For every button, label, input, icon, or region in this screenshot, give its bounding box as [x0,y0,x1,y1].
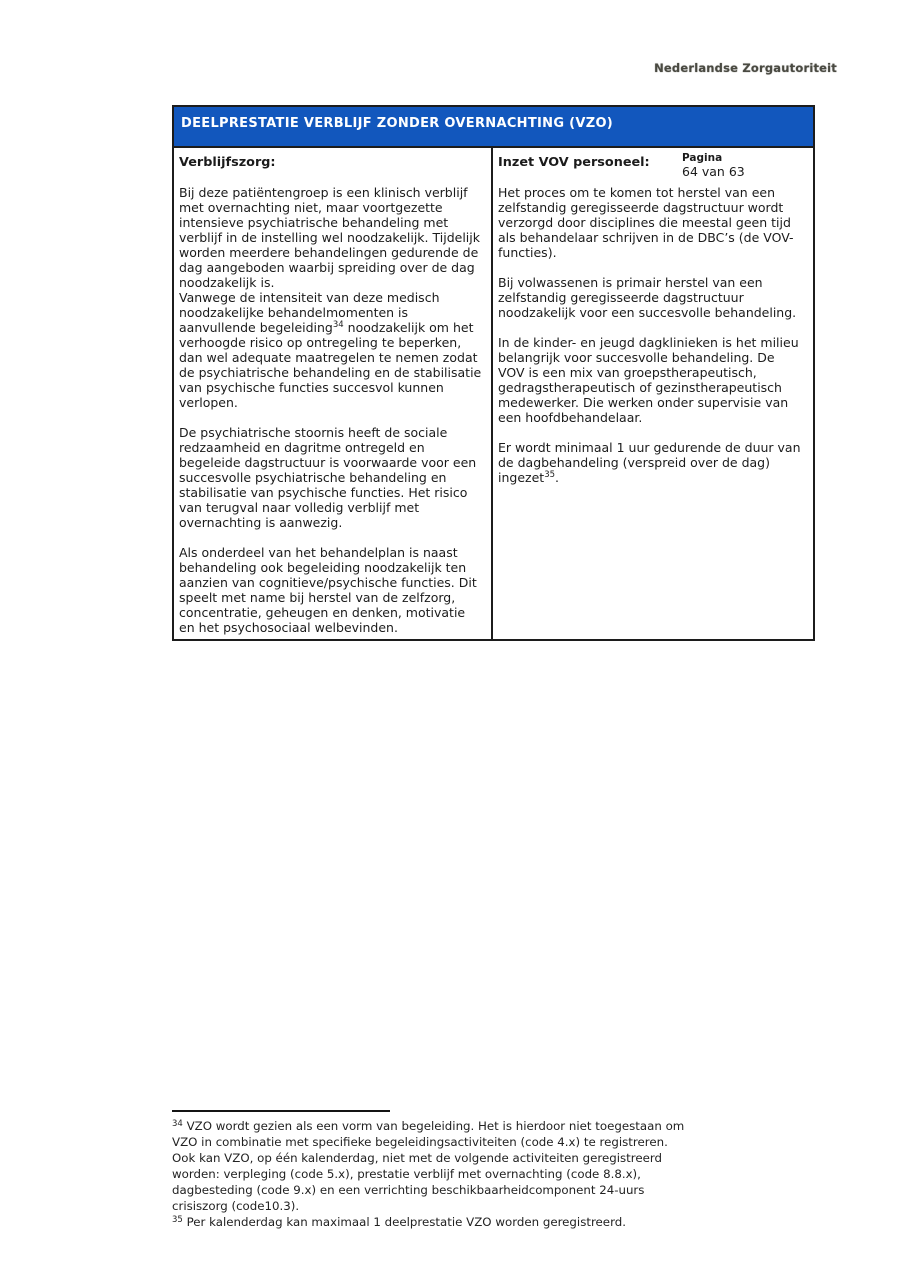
table-body [172,148,815,641]
inzet-vov-paragraph-1: Het proces om te komen tot herstel van een zelfstandig geregisseerde dagstructuur wordt verzorgd door disciplines die meestal geen tijd als behandelaar schrijven in de DBC’s (de VOV-functies). [498,185,794,260]
verblijfszorg-paragraph-2 [179,290,483,410]
vzo-table [172,105,815,641]
footnote-35 [172,1214,694,1230]
inzet-vov-heading: Inzet VOV personeel: [498,155,650,170]
nza-logo-wordmark: Nederlandse Zorgautoriteit [654,61,837,75]
paragraph-text: Vanwege de intensiteit van deze medisch noodzakelijke behandelmomenten is aanvullende begeleiding [179,290,440,335]
footnote-34-marker: 34 [172,1119,183,1129]
inzet-vov-paragraph-4 [498,440,805,485]
verblijfszorg-heading: Verblijfszorg: [179,155,276,170]
footnote-separator-rule [172,1110,390,1112]
verblijfszorg-paragraph-3: De psychiatrische stoornis heeft de sociale redzaamheid en dagritme ontregeld en begeleide dagstructuur is voorwaarde voor een succesvolle psychiatrische behandeling en stabilisatie van psychische functies. Het risico van terugval naar volledig verblijf met overnachting is aanwezig. [179,425,477,530]
page-number-label: Pagina [682,152,723,164]
footnote-ref-34: 34 [332,320,344,330]
footnote-35-marker: 35 [172,1215,183,1225]
page-number-stamp [682,151,745,179]
footnote-35-text: Per kalenderdag kan maximaal 1 deelprestatie VZO worden geregistreerd. [182,1215,626,1229]
paragraph-text: noodzakelijk om het verhoogde risico op ontregeling te beperken, dan wel adequate maatregelen te nemen zodat de psychiatrische behandeling en de stabilisatie van psychische functies succesvol kunnen verlopen. [179,320,482,410]
verblijfszorg-paragraph-1: Bij deze patiëntengroep is een klinisch verblijf met overnachting niet, maar voortgezette intensieve psychiatrische behandeling met verblijf in de instelling wel noodzakelijk. Tijdelijk worden meerdere behandelingen gedurende de dag aangeboden waarbij spreiding over de dag noodzakelijk is. [179,185,480,290]
column-verblijfszorg [174,148,493,639]
footnote-34-text: VZO wordt gezien als een vorm van begeleiding. Het is hierdoor niet toegestaan om VZO in combinatie met specifieke begeleidingsactiviteiten (code 4.x) te registreren. Ook kan VZO, op één kalenderdag, niet met de volgende activiteiten geregistreerd worden: verpleging (code 5.x), prestatie verblijf met overnachting (code 8.8.x), dagbesteding (code 9.x) en een verrichting beschikbaarheidcomponent 24-uurs crisiszorg (code10.3). [172,1119,685,1213]
paragraph-text: Er wordt minimaal 1 uur gedurende de duur van de dagbehandeling (verspreid over de dag) ingezet [498,440,801,485]
paragraph-text: . [555,470,559,485]
footnotes-section [172,1110,694,1230]
verblijfszorg-paragraph-4: Als onderdeel van het behandelplan is naast behandeling ook begeleiding noodzakelijk ten aanzien van cognitieve/psychische functies. Dit speelt met name bij herstel van de zelfzorg, concentratie, geheugen en denken, motivatie en het psychosociaal welbevinden. [179,545,477,635]
inzet-vov-paragraph-2: Bij volwassenen is primair herstel van een zelfstandig geregisseerde dagstructuur noodzakelijk voor een succesvolle behandeling. [498,275,797,320]
page-number-value: 64 van 63 [682,164,745,179]
table-title-bar: DEELPRESTATIE VERBLIJF ZONDER OVERNACHTING (VZO) [172,105,815,148]
footnote-ref-35: 35 [544,470,556,480]
footnote-34 [172,1118,694,1214]
column-inzet-vov [493,148,813,639]
inzet-vov-paragraph-3: In de kinder- en jeugd dagklinieken is het milieu belangrijk voor succesvolle behandeling. De VOV is een mix van groepstherapeutisch, gedragstherapeutisch of gezinstherapeutisch medewerker. Die werken onder supervisie van een hoofdbehandelaar. [498,335,799,425]
